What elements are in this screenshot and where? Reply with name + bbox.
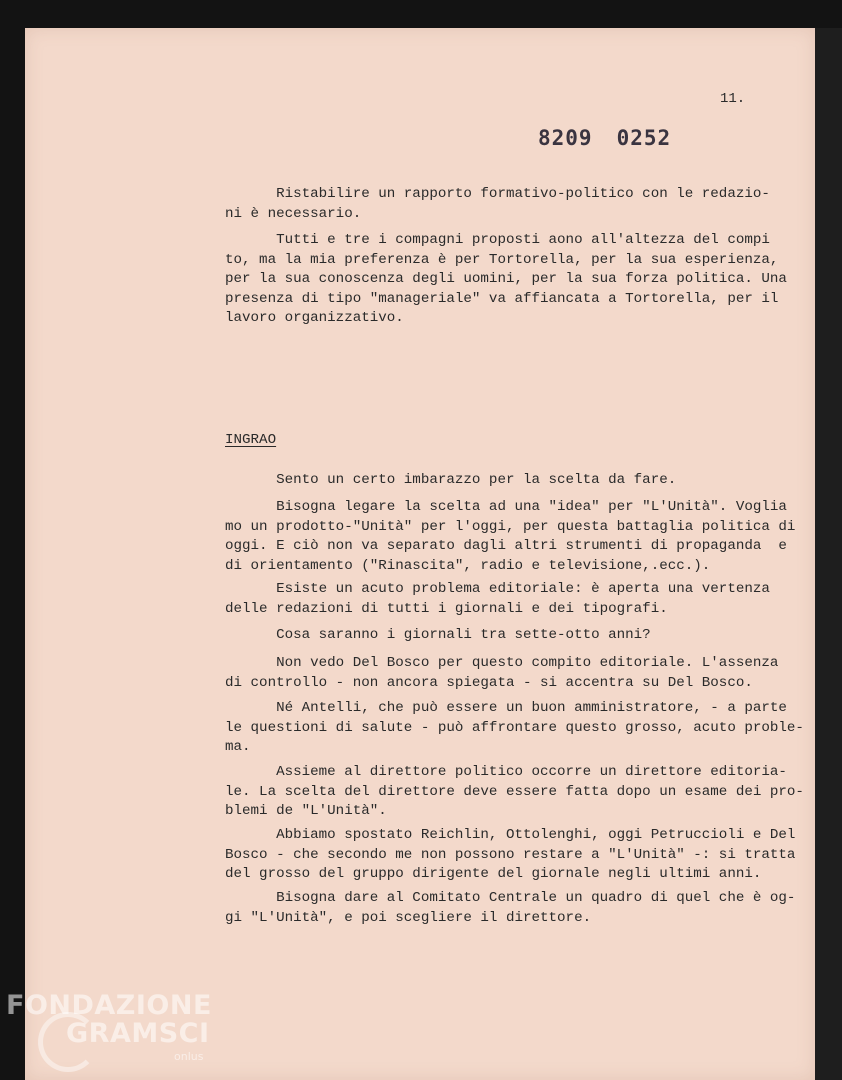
paragraph-8: Né Antelli, che può essere un buon amministratore, - a parte le questioni di salute - può affrontare questo grosso, acuto proble- ma. [225, 700, 804, 755]
paragraph-5: Esiste un acuto problema editoriale: è aperta una vertenza delle redazioni di tutti i giornali e dei tipografi. [225, 581, 770, 617]
fondazione-gramsci-watermark [6, 990, 216, 1070]
watermark-line-2: GRAMSCI [66, 1018, 210, 1049]
paragraph-6: Cosa saranno i giornali tra sette-otto anni? [225, 627, 651, 643]
stamp-number-right: 0252 [616, 126, 672, 150]
paragraph-7: Non vedo Del Bosco per questo compito editoriale. L'assenza di controllo - non ancora spiegata - si accentra su Del Bosco. [225, 655, 779, 691]
page-number: 11. [720, 91, 746, 107]
paragraph-11: Bisogna dare al Comitato Centrale un quadro di quel che è og- gi "L'Unità", e poi scegliere il direttore. [225, 890, 796, 926]
watermark-line-3: onlus [174, 1050, 204, 1063]
paragraph-4: Bisogna legare la scelta ad una "idea" per "L'Unità". Voglia mo un prodotto-"Unità" per l'oggi, per questa battaglia politica oggi. E ciò non va separato dagli altri strumenti di propaganda e di orientamento ("Rinascita", radio e televisione,.ecc.). [225, 499, 787, 574]
stamp-number-left: 8209 [538, 126, 593, 150]
paragraph-9: Assieme al direttore politico occorre un direttore editoria- le. La scelta del direttore deve essere fatta dopo un esame dei blemi de "L'Unità". [225, 764, 787, 819]
paragraph-3: Sento un certo imbarazzo per la scelta da fare. [225, 472, 677, 488]
archive-stamp [538, 126, 695, 150]
watermark-line-1: FONDAZIONE [6, 990, 212, 1021]
paragraph-2: Tutti e tre i compagni proposti aono all'altezza del compi to, ma la mia preferenza è per Tortorella, per la sua esperienza, per la sua conoscenza degli uomini, per la sua forza politica. Una presenza di tipo "manageriale" va affiancata a Tortorella, per il lavoro organizzativo. [225, 232, 787, 326]
paragraph-1: Ristabilire un rapporto formativo-politico con le redazio- ni è necessario. [225, 186, 770, 222]
scan-edge-strip [815, 28, 842, 1080]
paragraph-10: Abbiamo spostato Reichlin, Ottolenghi, oggi Petruccioli e Del Bosco - che secondo me non possono restare a "L'Unità" -: si tratta del grosso del gruppo dirigente del giornale negli ultimi anni. [225, 827, 796, 882]
section-heading-ingrao: INGRAO [225, 432, 277, 448]
